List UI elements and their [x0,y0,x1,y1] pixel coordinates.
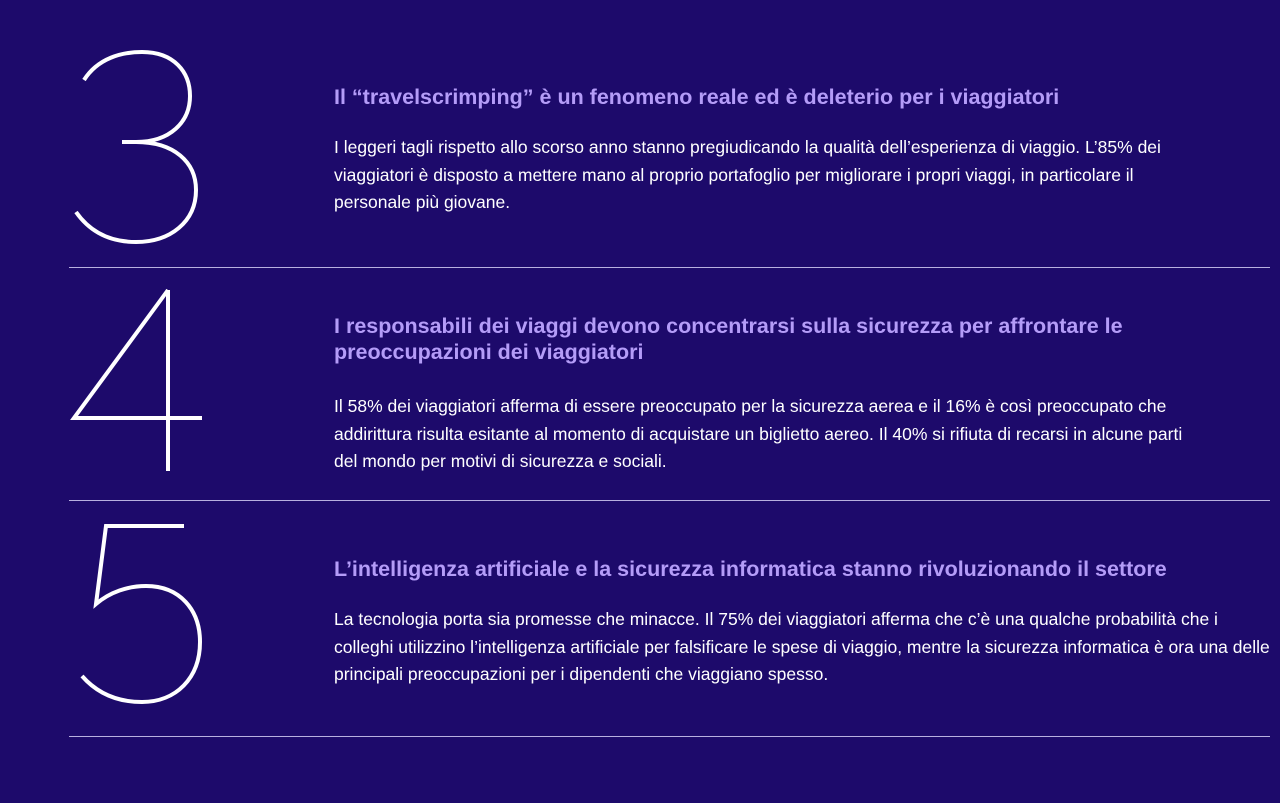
number-5-glyph [76,522,216,707]
divider-2 [69,500,1270,501]
number-5 [76,522,216,707]
number-4 [70,288,210,473]
item-5-heading: L’intelligenza artificiale e la sicurezza informatica stanno rivoluzionando il settore [334,557,1167,581]
item-3-heading: Il “travelscrimping” è un fenomeno reale ed è deleterio per i viaggiatori [334,85,1060,109]
item-4-body: Il 58% dei viaggiatori afferma di essere preoccupato per la sicurezza aerea e il 16% è così preoccupato che addirittura risulta esitante al momento di acquistare un biglietto aereo. Il 40% si rifiuta di recarsi in alcune parti del mondo per motivi di sicurezza e sociali. [334,396,1183,471]
item-5-body: La tecnologia porta sia promesse che minacce. Il 75% dei viaggiatori afferma che c’è una qualche probabilità che i colleghi utilizzino l’intelligenza artificiale per falsificare le spese di viaggio, mentre la sicurezza informatica è ora una delle principali preoccupazioni per i dipendenti che viaggiano spesso. [334,609,1270,684]
number-4-glyph [70,288,210,473]
divider-3 [69,736,1270,737]
item-3-body: I leggeri tagli rispetto allo scorso anno stanno pregiudicando la qualità dell’esperienza di viaggio. L’85% dei viaggiatori è disposto a mettere mano al proprio portafoglio per migliorare i propri viaggi, in particolare il personale più giovane. [334,137,1161,212]
item-4-heading: I responsabili dei viaggi devono concentrarsi sulla sicurezza per affrontare le preoccupazioni dei viaggiatori [334,314,1123,364]
number-3-glyph [66,50,206,245]
number-3 [66,50,206,245]
divider-1 [69,267,1270,268]
